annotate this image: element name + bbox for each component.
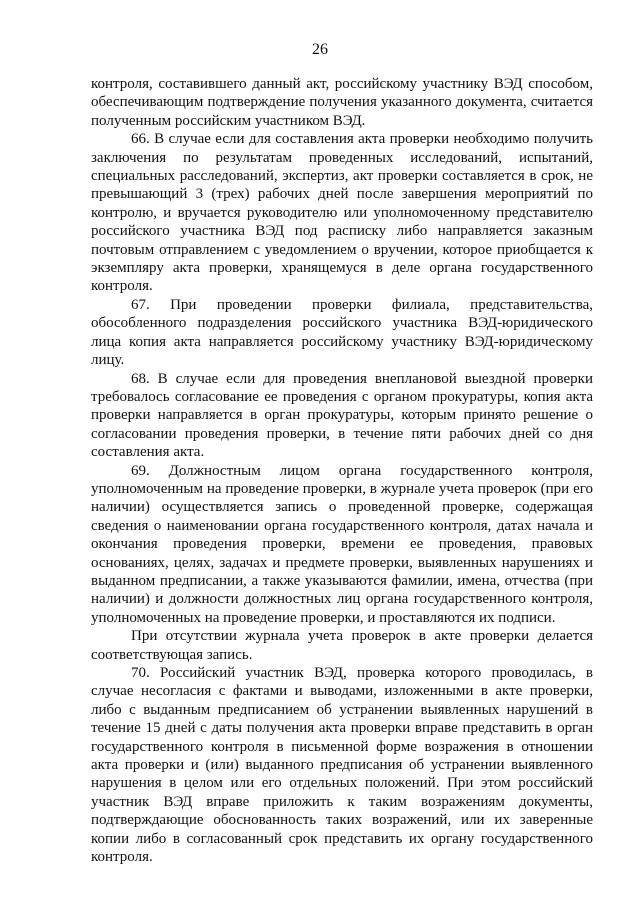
paragraph-68: 68. В случае если для проведения внеплановой выездной проверки требовалось согласование ее проведения с органом прокуратуры, копия акта проверки направляется в орган прокуратуры, которым принято решение о согласовании проведения проверки, в течение пяти рабочих дней со дня составления акта. <box>91 370 593 461</box>
paragraph-70: 70. Российский участник ВЭД, проверка которого проводилась, в случае несогласия с фактами и выводами, изложенными в акте проверки, либо с выданным предписанием об устранении выявленных нарушений в течение 15 дней с даты получения акта проверки вправе представить в орган государственного контроля в письменной форме возражения в отношении акта проверки и (или) выданного предписания об устранении выявленного нарушения в целом или его отдельных положений. При этом российский участник ВЭД вправе приложить к таким возражениям документы, подтверждающие обоснованность таких возражений, или их заверенные копии либо в согласованный срок представить их органу государственного контроля. <box>91 665 593 866</box>
document-body <box>91 75 593 866</box>
paragraph-69-note: При отсутствии журнала учета проверок в акте проверки делается соответствующая запись. <box>91 628 593 663</box>
page-number: 26 <box>312 41 328 58</box>
paragraph-continuation: контроля, составившего данный акт, российскому участнику ВЭД способом, обеспечивающим подтверждение получения указанного документа, считается полученным российским участником ВЭД. <box>91 76 593 129</box>
paragraph-66: 66. В случае если для составления акта проверки необходимо получить заключения по результатам проведенных исследований, испытаний, специальных расследований, экспертиз, акт проверки составляется в срок, не превышающий 3 (трех) рабочих дней после завершения мероприятий по контролю, и вручается руководителю или уполномоченному представителю российского участника ВЭД под расписку либо направляется заказным почтовым отправлением с уведомлением о вручении, которое приобщается к экземпляру акта проверки, хранящемуся в деле органа государственного контроля. <box>91 131 593 295</box>
paragraph-69: 69. Должностным лицом органа государственного контроля, уполномоченным на проведение проверки, в журнале учета проверок (при его наличии) осуществляется запись о проведенной проверке, содержащая сведения о наименовании органа государственного контроля, датах начала и окончания проведения проверки, времени ее проведения, правовых основаниях, целях, задачах и предмете проверки, выявленных нарушениях и выданном предписании, а также указываются фамилии, имена, отчества (при наличии) и должности должностных лиц органа государственного контроля, уполномоченных на проведение проверки, и проставляются их подписи. <box>91 462 593 626</box>
paragraph-67: 67. При проведении проверки филиала, представительства, обособленного подразделения российского участника ВЭД-юридического лица копия акта направляется российскому участнику ВЭД-юридическому лицу. <box>91 296 593 369</box>
